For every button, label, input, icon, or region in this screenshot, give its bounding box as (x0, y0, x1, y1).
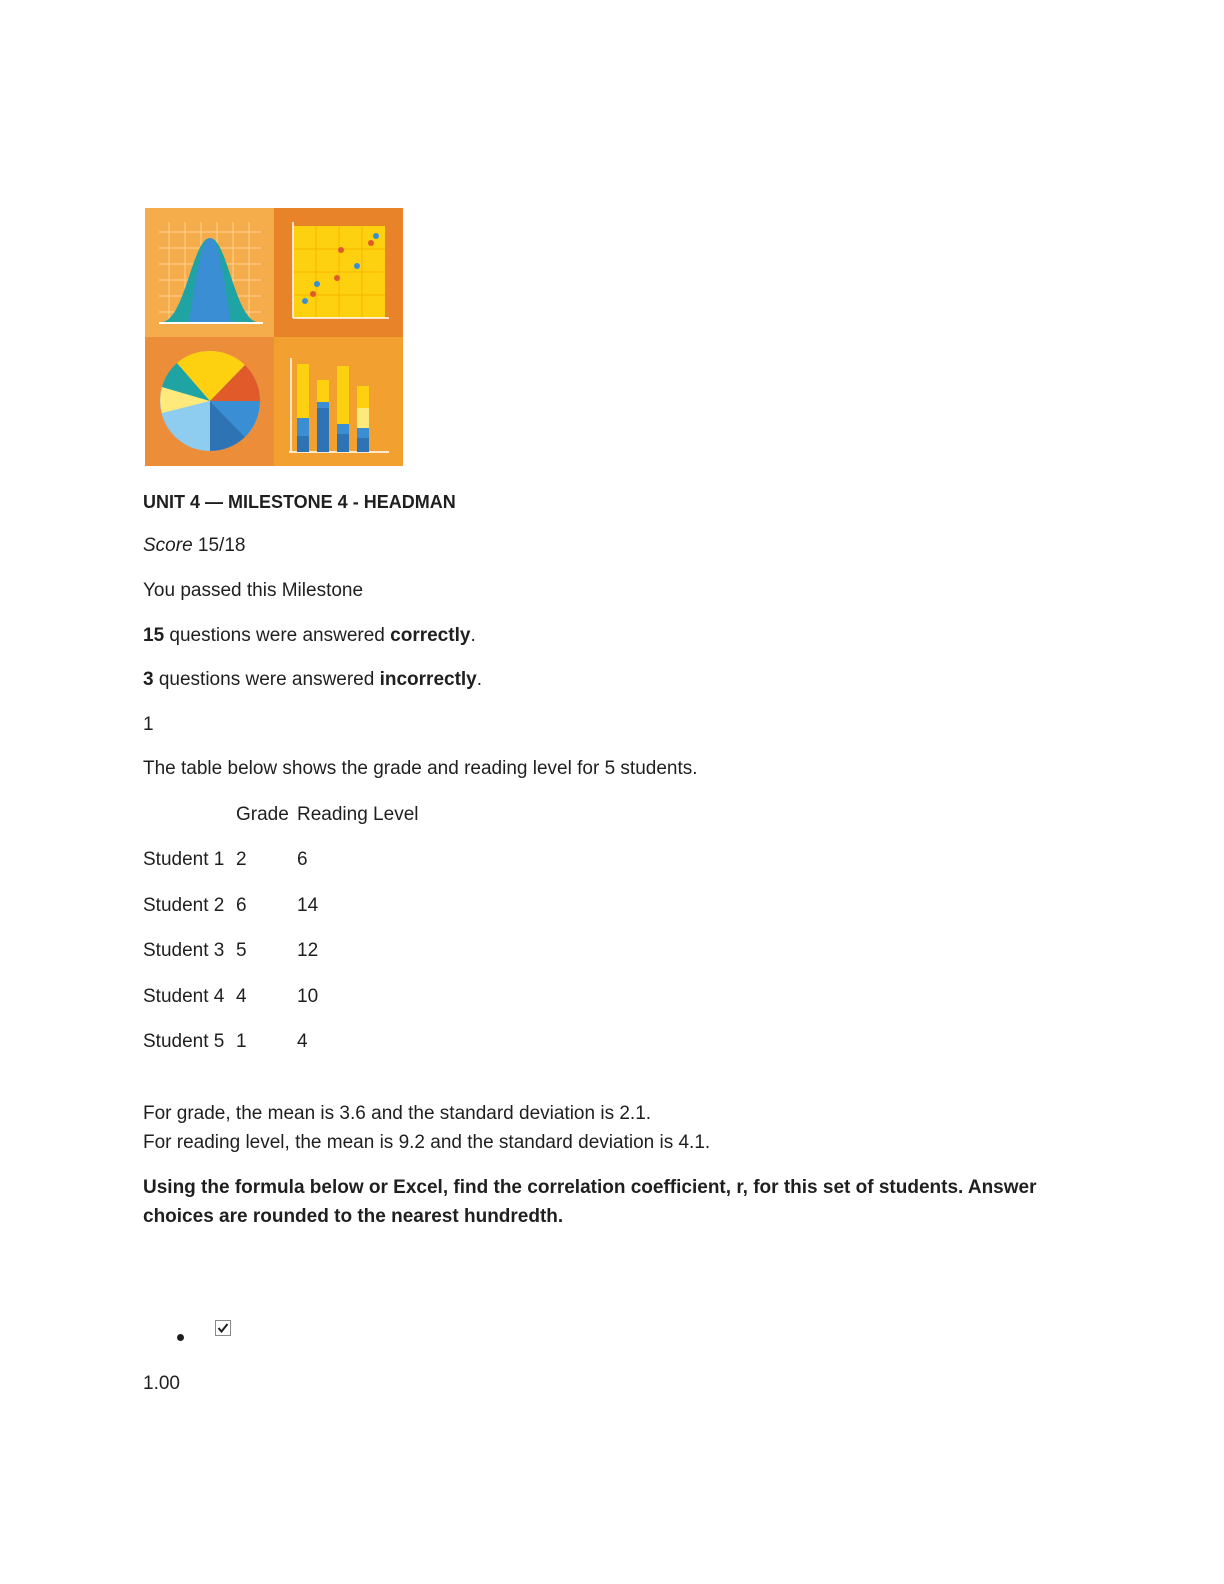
passed-message: You passed this Milestone (143, 580, 364, 601)
table-cell-reading: 12 (297, 940, 319, 961)
table-cell-student: Student 3 (143, 940, 225, 961)
score-label: Score (143, 535, 193, 556)
incorrect-count: 3 (143, 669, 154, 690)
grade-stats: For grade, the mean is 3.6 and the standard deviation is 2.1. (143, 1103, 652, 1124)
incorrect-text: questions were answered (153, 669, 380, 690)
statistics-illustration (145, 208, 403, 466)
table-cell-reading: 4 (297, 1031, 308, 1052)
table-cell-grade: 6 (236, 895, 247, 916)
score-line (143, 534, 245, 558)
table-cell-student: Student 4 (143, 986, 225, 1007)
checkbox-checked-icon[interactable] (215, 1320, 231, 1336)
table-header-grade: Grade (236, 804, 289, 825)
incorrect-summary (143, 668, 482, 692)
correct-count: 15 (143, 625, 165, 646)
incorrect-word: incorrectly (379, 669, 477, 690)
score-value: 15/18 (197, 535, 246, 556)
table-cell-grade: 4 (236, 986, 247, 1007)
table-cell-student: Student 2 (143, 895, 225, 916)
correct-text: questions were answered (164, 625, 391, 646)
table-cell-grade: 2 (236, 849, 247, 870)
answer-choice[interactable]: 1.00 (143, 1373, 180, 1394)
page-title: UNIT 4 — MILESTONE 4 - HEADMAN (143, 492, 456, 512)
incorrect-period: . (476, 669, 483, 690)
reading-stats: For reading level, the mean is 9.2 and the standard deviation is 4.1. (143, 1132, 711, 1153)
table-cell-reading: 6 (297, 849, 308, 870)
table-header-reading: Reading Level (297, 804, 419, 825)
table-cell-student: Student 1 (143, 849, 225, 870)
question-intro: The table below shows the grade and reading level for 5 students. (143, 758, 698, 779)
table-cell-grade: 5 (236, 940, 247, 961)
table-cell-reading: 14 (297, 895, 319, 916)
bullet-icon (177, 1334, 184, 1341)
table-cell-reading: 10 (297, 986, 319, 1007)
question-instruction: Using the formula below or Excel, find the correlation coefficient, r, for this set of students. Answer choices are rounded to the nearest hundredth. (143, 1177, 1037, 1227)
table-cell-student: Student 5 (143, 1031, 225, 1052)
correct-period: . (470, 625, 476, 646)
correct-word: correctly (390, 625, 471, 646)
table-cell-grade: 1 (236, 1031, 247, 1052)
question-number: 1 (143, 714, 154, 735)
correct-summary (143, 624, 476, 648)
